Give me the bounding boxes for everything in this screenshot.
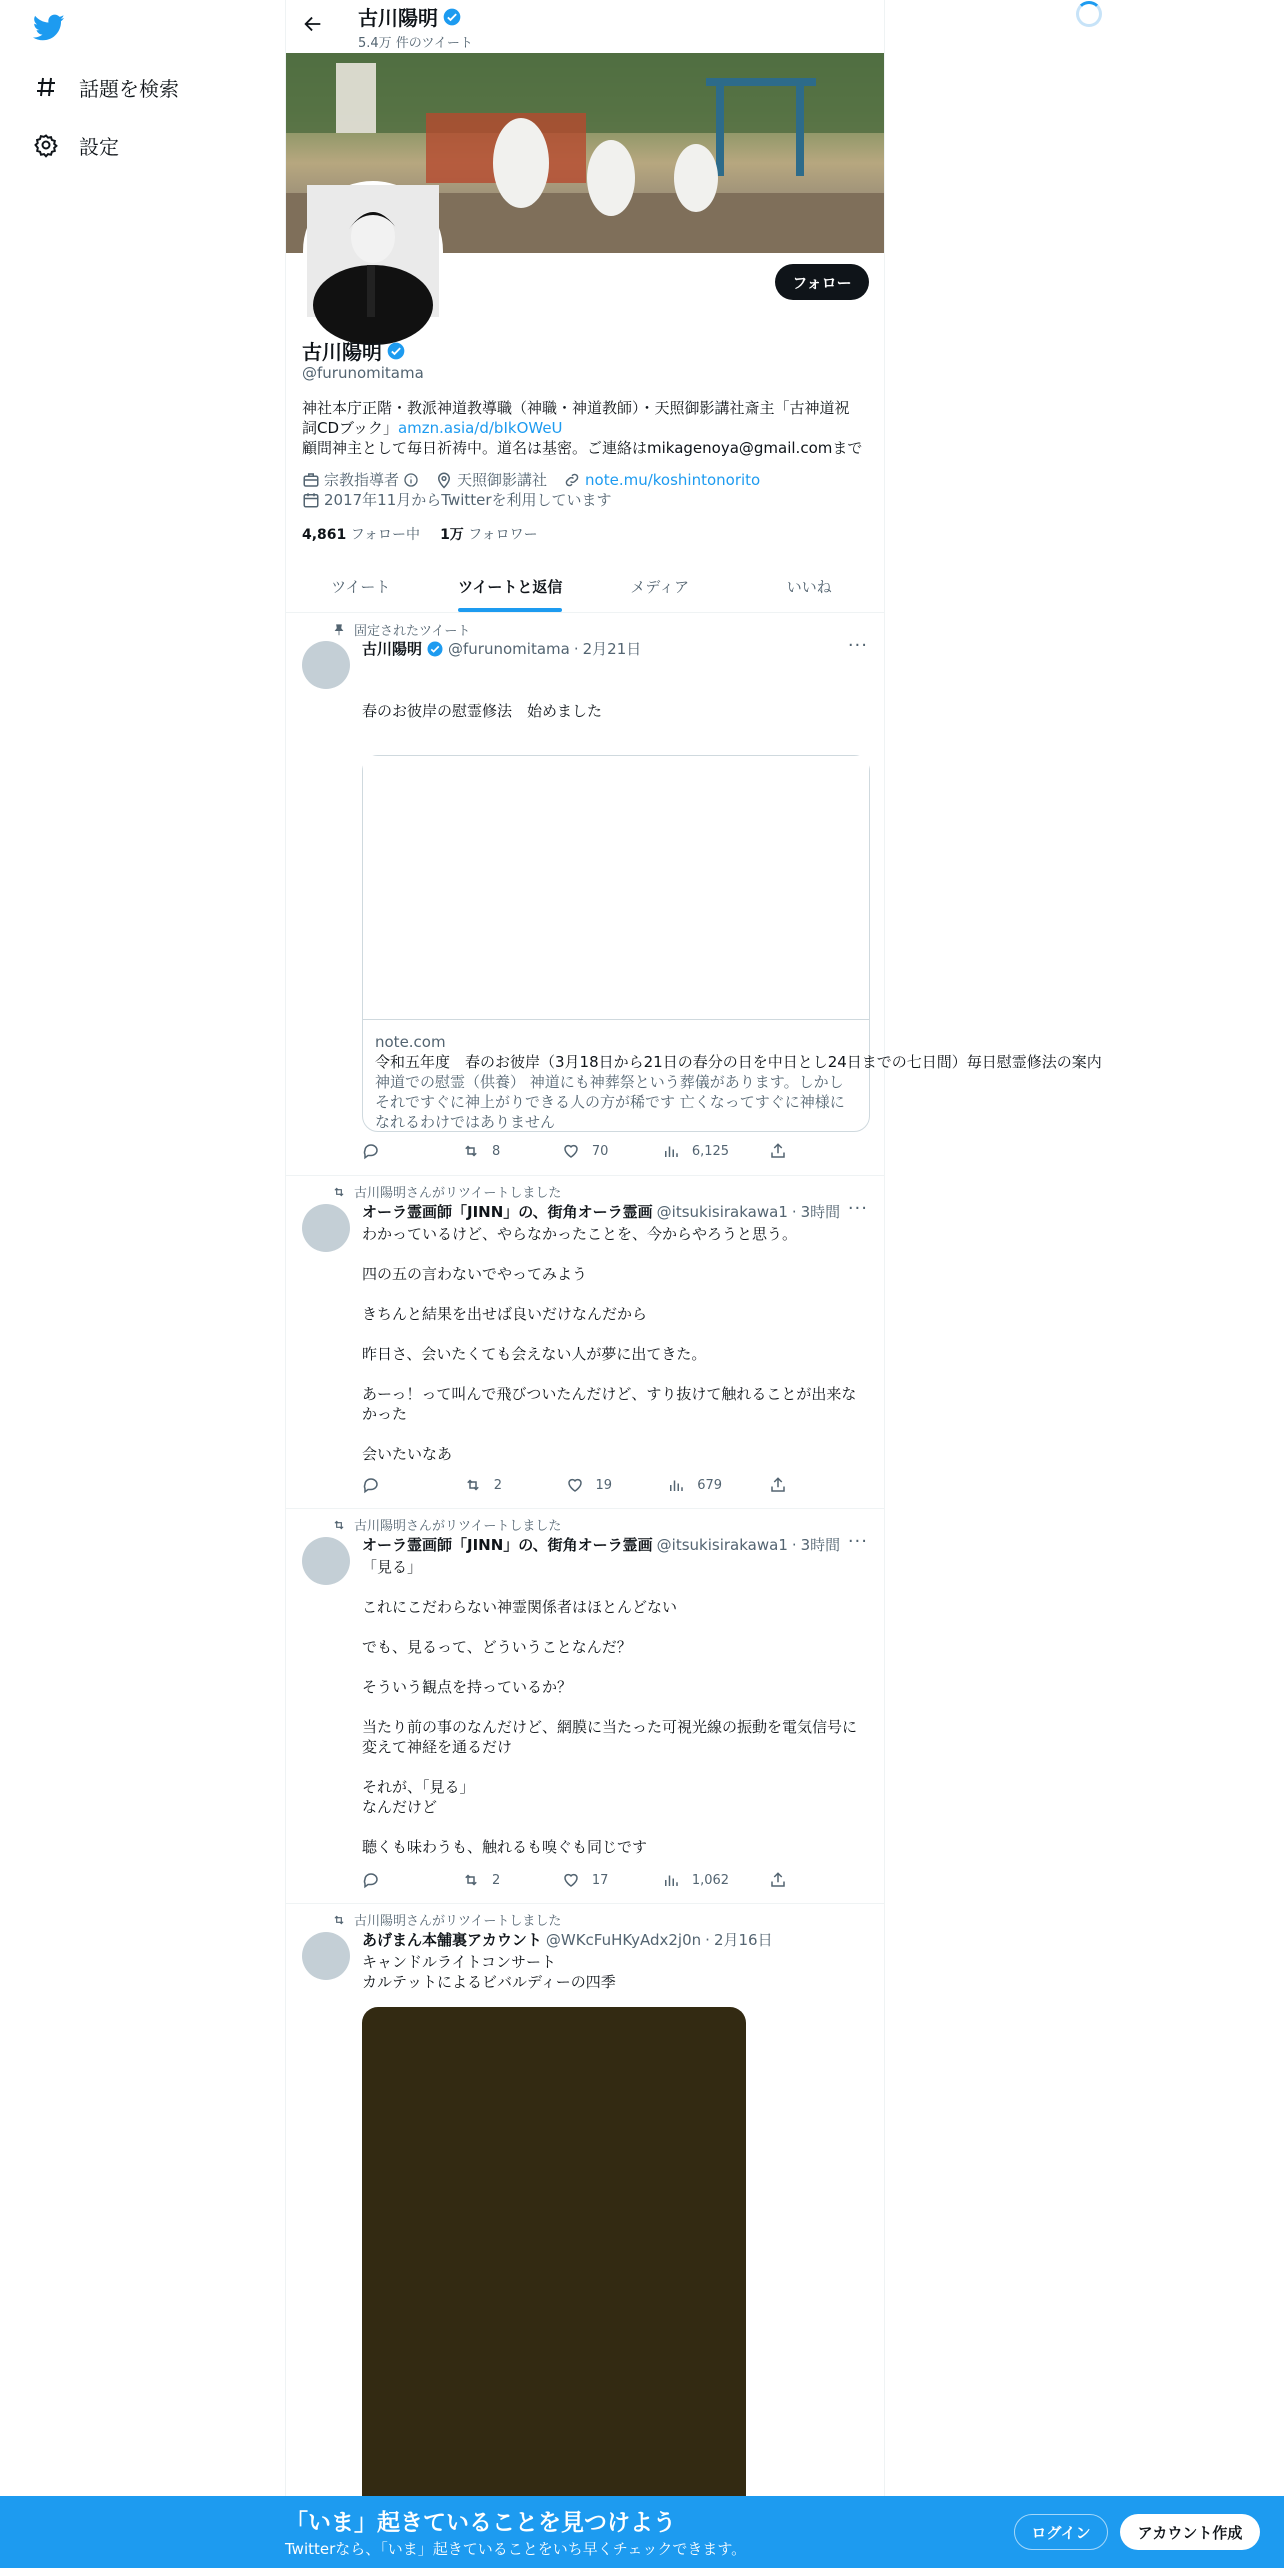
tweet-author-name[interactable]: 古川陽明 [362, 640, 423, 658]
verified-badge-icon [442, 7, 462, 27]
retweet-button[interactable]: 2 [464, 1476, 524, 1494]
link-card-title: 令和五年度 春のお彼岸（3月18日から21日の春分の日を中日とし24日までの七日間）毎日慰霊修法の案内 [375, 1053, 1102, 1071]
tweet[interactable] [286, 1509, 884, 1904]
follow-stats [302, 524, 538, 544]
avatar[interactable] [302, 641, 350, 689]
tweet-text: 春のお彼岸の慰霊修法 始めました [362, 661, 870, 941]
followers-link[interactable]: 1万 フォロワー [440, 527, 538, 543]
profile-category: 宗教指導者 [302, 470, 419, 490]
tweet-text: キャンドルライトコンサート カルテットによるビバルディーの四季 [362, 1953, 616, 1991]
heart-icon [566, 1476, 584, 1494]
reply-icon [362, 1871, 380, 1889]
heart-icon [562, 1871, 580, 1889]
tweet-media[interactable] [362, 2007, 746, 2527]
info-icon [403, 472, 419, 488]
avatar[interactable] [302, 1204, 350, 1252]
tweet-header: 古川陽明 @furunomitama · 2月21日 [362, 639, 642, 658]
tweet-social-context: 古川陽明さんがリツイートしました [332, 1515, 561, 1534]
tweet[interactable] [286, 1904, 884, 2568]
profile-location: 天照御影講社 [435, 470, 547, 490]
tweet-header: オーラ霊画師「JINN」の、街角オーラ霊画 @itsukisirakawa1 · 3時間 [362, 1535, 841, 1554]
tweet[interactable] [286, 613, 1102, 1176]
reply-icon [362, 1476, 380, 1494]
retweet-button[interactable]: 8 [462, 1142, 522, 1160]
following-link[interactable]: 4,861 フォロー中 [302, 527, 421, 543]
tweet-time[interactable]: 3時間 [800, 1203, 841, 1221]
tweet-time[interactable]: 3時間 [800, 1536, 841, 1554]
tweet-actions [362, 1871, 787, 1889]
profile-handle: @furunomitama [302, 364, 424, 382]
tweet-time[interactable]: 2月21日 [582, 640, 642, 658]
tweet-time[interactable]: 2月16日 [713, 1931, 773, 1949]
pin-icon [332, 623, 346, 637]
more-options-icon[interactable]: ··· [847, 1198, 868, 1219]
tweet-author-handle[interactable]: @itsukisirakawa1 [656, 1535, 788, 1554]
like-button[interactable]: 70 [562, 1142, 622, 1160]
verified-badge-icon [386, 341, 406, 361]
tweet-actions [362, 1142, 787, 1160]
tweet-author-name[interactable]: オーラ霊画師「JINN」の、街角オーラ霊画 [362, 1536, 653, 1554]
reply-button[interactable] [362, 1871, 422, 1889]
retweet-icon [462, 1142, 480, 1160]
back-arrow-icon[interactable] [302, 13, 330, 41]
hashtag-icon [33, 74, 59, 100]
share-button[interactable] [769, 1142, 787, 1160]
retweet-icon [332, 1518, 346, 1532]
reply-button[interactable] [362, 1476, 422, 1494]
more-options-icon[interactable]: ··· [847, 635, 868, 656]
profile-bio: 神社本庁正階・教派神道教導職（神職・神道教師）・天照御影講社斎主「古神道祝 詞CDブック」amzn.asia/d/bIkOWeU 顧問神主として毎日祈祷中。道名は基密。ご連絡はmikagenoya@gmail.comまで [302, 399, 863, 457]
tweet-social-context: 古川陽明さんがリツイートしました [332, 1182, 561, 1201]
header-name: 古川陽明 [358, 2, 462, 31]
tab-likes[interactable]: いいね [786, 577, 832, 596]
more-options-icon[interactable]: ··· [847, 1531, 868, 1552]
link-card-domain: note.com [375, 1033, 446, 1051]
nav-settings[interactable] [33, 125, 119, 165]
nav-explore-label: 話題を検索 [79, 76, 179, 101]
login-button[interactable]: ログイン [1014, 2514, 1108, 2550]
share-icon [769, 1476, 787, 1494]
link-icon [563, 471, 581, 489]
profile-website[interactable]: note.mu/koshintonorito [563, 470, 760, 490]
tab-tweets-and-replies[interactable]: ツイートと返信 [436, 560, 586, 612]
retweet-icon [462, 1871, 480, 1889]
analytics-icon [662, 1871, 680, 1889]
signup-banner-subtitle: Twitterなら、「いま」起きていることをいち早くチェックできます。 [285, 2540, 747, 2558]
heart-icon [562, 1142, 580, 1160]
tweet-actions [362, 1476, 787, 1494]
avatar[interactable] [302, 1932, 350, 1980]
views-button[interactable]: 1,062 [662, 1871, 729, 1889]
signup-banner-title: 「いま」起きていることを見つけよう [285, 2510, 676, 2536]
bio-link[interactable]: amzn.asia/d/bIkOWeU [397, 419, 563, 437]
analytics-icon [667, 1476, 685, 1494]
loading-spinner-icon [1076, 1, 1102, 27]
profile-tabs [286, 560, 884, 613]
tab-media[interactable]: メディア [630, 577, 690, 596]
tweet-author-handle[interactable]: @WKcFuHKyAdx2j0n [545, 1930, 702, 1949]
link-card-description: 神道での慰霊（供養） 神道にも神葬祭という葬儀があります。しかしそれですぐに神上がりできる人の方が稀です 亡くなってすぐに神様になれるわけではありません [375, 1073, 845, 1131]
reply-button[interactable] [362, 1142, 422, 1160]
reply-icon [362, 1142, 380, 1160]
retweet-button[interactable]: 2 [462, 1871, 522, 1889]
like-button[interactable]: 19 [566, 1476, 626, 1494]
location-pin-icon [435, 471, 453, 489]
profile-joined: 2017年11月からTwitterを利用しています [302, 490, 612, 510]
tweet-author-name[interactable]: オーラ霊画師「JINN」の、街角オーラ霊画 [362, 1203, 653, 1221]
calendar-icon [302, 491, 320, 509]
share-icon [769, 1871, 787, 1889]
retweet-icon [464, 1476, 482, 1494]
tweet-header: あげまん本舗裏アカウント @WKcFuHKyAdx2j0n · 2月16日 [362, 1930, 773, 1949]
tweet-header: オーラ霊画師「JINN」の、街角オーラ霊画 @itsukisirakawa1 · 3時間 [362, 1202, 841, 1221]
tweet-text: わかっているけど、やらなかったことを、今からやろうと思う。 四の五の言わないでやってみよう きちんと結果を出せば良いだけなんだから 昨日さ、会いたくても会えない人が夢に出てきた。 あーっ！って叫んで飛びついたんだけど、すり抜けて触れることが出来な かった 会いたいなあ [362, 1225, 857, 1463]
tweet-author-handle[interactable]: @furunomitama [448, 639, 570, 658]
gear-icon [33, 132, 59, 158]
link-card[interactable] [362, 755, 1102, 1132]
share-icon [769, 1142, 787, 1160]
tweet-text: 「見る」 これにこだわらない神霊関係者はほとんどない でも、見るって、どういうことなんだ？ そういう観点を持っているか？ 当たり前の事のなんだけど、網膜に当たった可視光線の振動を電気信号に 変えて神経を通るだけ それが、「見る」 なんだけど 聴くも味わうも、触れるも嗅ぐも同じです [362, 1558, 858, 1856]
follow-button[interactable]: フォロー [775, 264, 869, 300]
signup-button[interactable]: アカウント作成 [1120, 2514, 1260, 2550]
retweet-icon [332, 1913, 346, 1927]
avatar[interactable] [302, 1537, 350, 1585]
tweet[interactable] [286, 1176, 884, 1509]
retweet-icon [332, 1185, 346, 1199]
profile-header [286, 0, 884, 53]
tweet-author-name[interactable]: あげまん本舗裏アカウント [362, 1931, 542, 1949]
profile-avatar[interactable] [303, 181, 443, 321]
profile-meta [302, 470, 870, 510]
views-button[interactable]: 679 [667, 1476, 727, 1494]
profile-name: 古川陽明 [302, 336, 406, 365]
link-card-image [363, 756, 869, 1020]
share-button[interactable] [769, 1476, 787, 1494]
analytics-icon [662, 1142, 680, 1160]
like-button[interactable]: 17 [562, 1871, 622, 1889]
tab-tweets[interactable]: ツイート [331, 577, 391, 596]
briefcase-icon [302, 471, 320, 489]
signup-banner [0, 2496, 1284, 2568]
views-button[interactable]: 6,125 [662, 1142, 729, 1160]
tweet-social-context: 古川陽明さんがリツイートしました [332, 1910, 561, 1929]
tweet-author-handle[interactable]: @itsukisirakawa1 [656, 1202, 788, 1221]
nav-settings-label: 設定 [79, 134, 119, 159]
header-tweet-count: 5.4万 件のツイート [358, 36, 473, 51]
tweet-social-context: 固定されたツイート [332, 620, 470, 639]
share-button[interactable] [769, 1871, 787, 1889]
verified-badge-icon [426, 640, 444, 658]
twitter-logo-icon[interactable] [33, 14, 65, 42]
nav-explore[interactable] [33, 67, 179, 107]
